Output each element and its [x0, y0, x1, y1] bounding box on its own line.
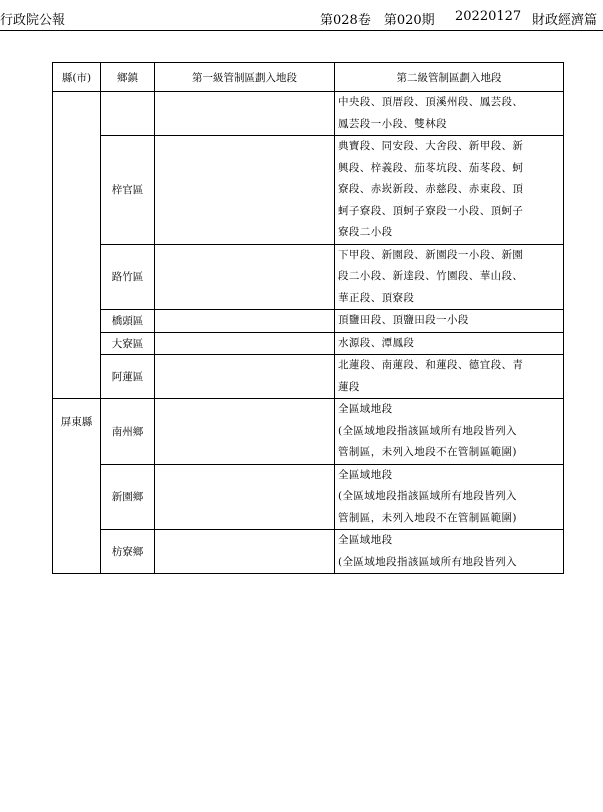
table-row [53, 244, 564, 310]
column-header-township: 鄉鎮 [101, 63, 155, 92]
township-cell: 路竹區 [101, 244, 155, 310]
section-name: 財政經濟篇 [532, 13, 598, 28]
township-cell: 南州鄉 [101, 399, 155, 465]
second-level-text-line: 北蓮段、南蓮段、和蓮段、德宜段、青 [338, 359, 524, 371]
column-header-first-level: 第一級管制區劃入地段 [155, 63, 335, 92]
township-cell: 梓官區 [101, 136, 155, 245]
table-row [53, 92, 564, 136]
second-level-text-line: (全區域地段指該區域所有地段皆列入 [338, 490, 517, 502]
table-row [53, 310, 564, 333]
second-level-text-line: 華正段、頂寮段 [338, 291, 415, 304]
table-row [53, 464, 564, 530]
second-level-text-line: 蚵子寮段、頂蚵子寮段一小段、頂蚵子 [338, 204, 524, 217]
second-level-text-line: (全區域地段指該區域所有地段皆列入 [338, 424, 517, 437]
second-level-text-line: 下甲段、新園段、新園段一小段、新園 [338, 248, 524, 261]
second-level-text-line: 全區域地段 [338, 468, 393, 481]
second-level-text-line: 頂鹽田段、頂鹽田段一小段 [338, 314, 469, 326]
second-level-text-line: 水源段、潭鳳段 [338, 336, 415, 349]
table-row [53, 136, 564, 245]
column-header-county: 縣(市) [53, 63, 101, 92]
first-level-cell [155, 399, 335, 465]
county-cell [53, 92, 101, 399]
second-level-text-line: 中央段、頂厝段、頂溪州段、鳳芸段、 [338, 96, 524, 108]
table-row [53, 355, 564, 399]
second-level-text-line: (全區域地段指該區域所有地段皆列入 [338, 555, 517, 568]
table-header-row [53, 63, 564, 92]
table-row [53, 530, 564, 574]
second-level-cell [335, 332, 564, 355]
second-level-text-line: 管制區，未列入地段不在管制區範圍) [338, 446, 517, 458]
control-zone-table [52, 62, 564, 574]
second-level-text-line: 段二小段、新達段、竹園段、華山段、 [338, 270, 524, 282]
publication-title: 行政院公報 [0, 13, 66, 28]
first-level-cell [155, 244, 335, 310]
second-level-text-line: 典寶段、同安段、大舍段、新甲段、新 [338, 140, 524, 152]
table-row [53, 332, 564, 355]
volume-issue: 第028卷 第020期 [320, 13, 435, 28]
second-level-cell [335, 464, 564, 530]
first-level-cell [155, 530, 335, 574]
second-level-text-line: 鳳芸段一小段、雙林段 [338, 117, 447, 130]
first-level-cell [155, 310, 335, 333]
county-name: 屏東縣 [60, 416, 93, 428]
second-level-cell [335, 310, 564, 333]
second-level-cell [335, 355, 564, 399]
first-level-cell [155, 332, 335, 355]
first-level-cell [155, 92, 335, 136]
second-level-text-line: 管制區，未列入地段不在管制區範圍) [338, 511, 517, 524]
first-level-cell [155, 355, 335, 399]
township-cell: 新園鄉 [101, 464, 155, 530]
township-cell: 大寮區 [101, 332, 155, 355]
second-level-text-line: 興段、梓義段、茄苳坑段、茄苳段、蚵 [338, 161, 524, 174]
first-level-cell [155, 136, 335, 245]
issue-date: 20220127 [455, 9, 522, 24]
second-level-text-line: 全區域地段 [338, 534, 393, 546]
second-level-text-line: 寮段二小段 [338, 226, 393, 238]
first-level-cell [155, 464, 335, 530]
second-level-cell [335, 136, 564, 245]
township-cell: 阿蓮區 [101, 355, 155, 399]
township-cell [101, 92, 155, 136]
second-level-text-line: 蓮段 [338, 380, 360, 393]
table-row [53, 399, 564, 465]
second-level-text-line: 全區域地段 [338, 403, 393, 415]
county-cell [53, 399, 101, 574]
column-header-second-level: 第二級管制區劃入地段 [335, 63, 564, 92]
second-level-cell [335, 244, 564, 310]
township-cell: 枋寮鄉 [101, 530, 155, 574]
township-cell: 橋頭區 [101, 310, 155, 333]
second-level-cell [335, 399, 564, 465]
page-header [0, 0, 603, 31]
second-level-cell [335, 92, 564, 136]
second-level-cell [335, 530, 564, 574]
second-level-text-line: 寮段、赤崁新段、赤慈段、赤東段、頂 [338, 183, 524, 195]
